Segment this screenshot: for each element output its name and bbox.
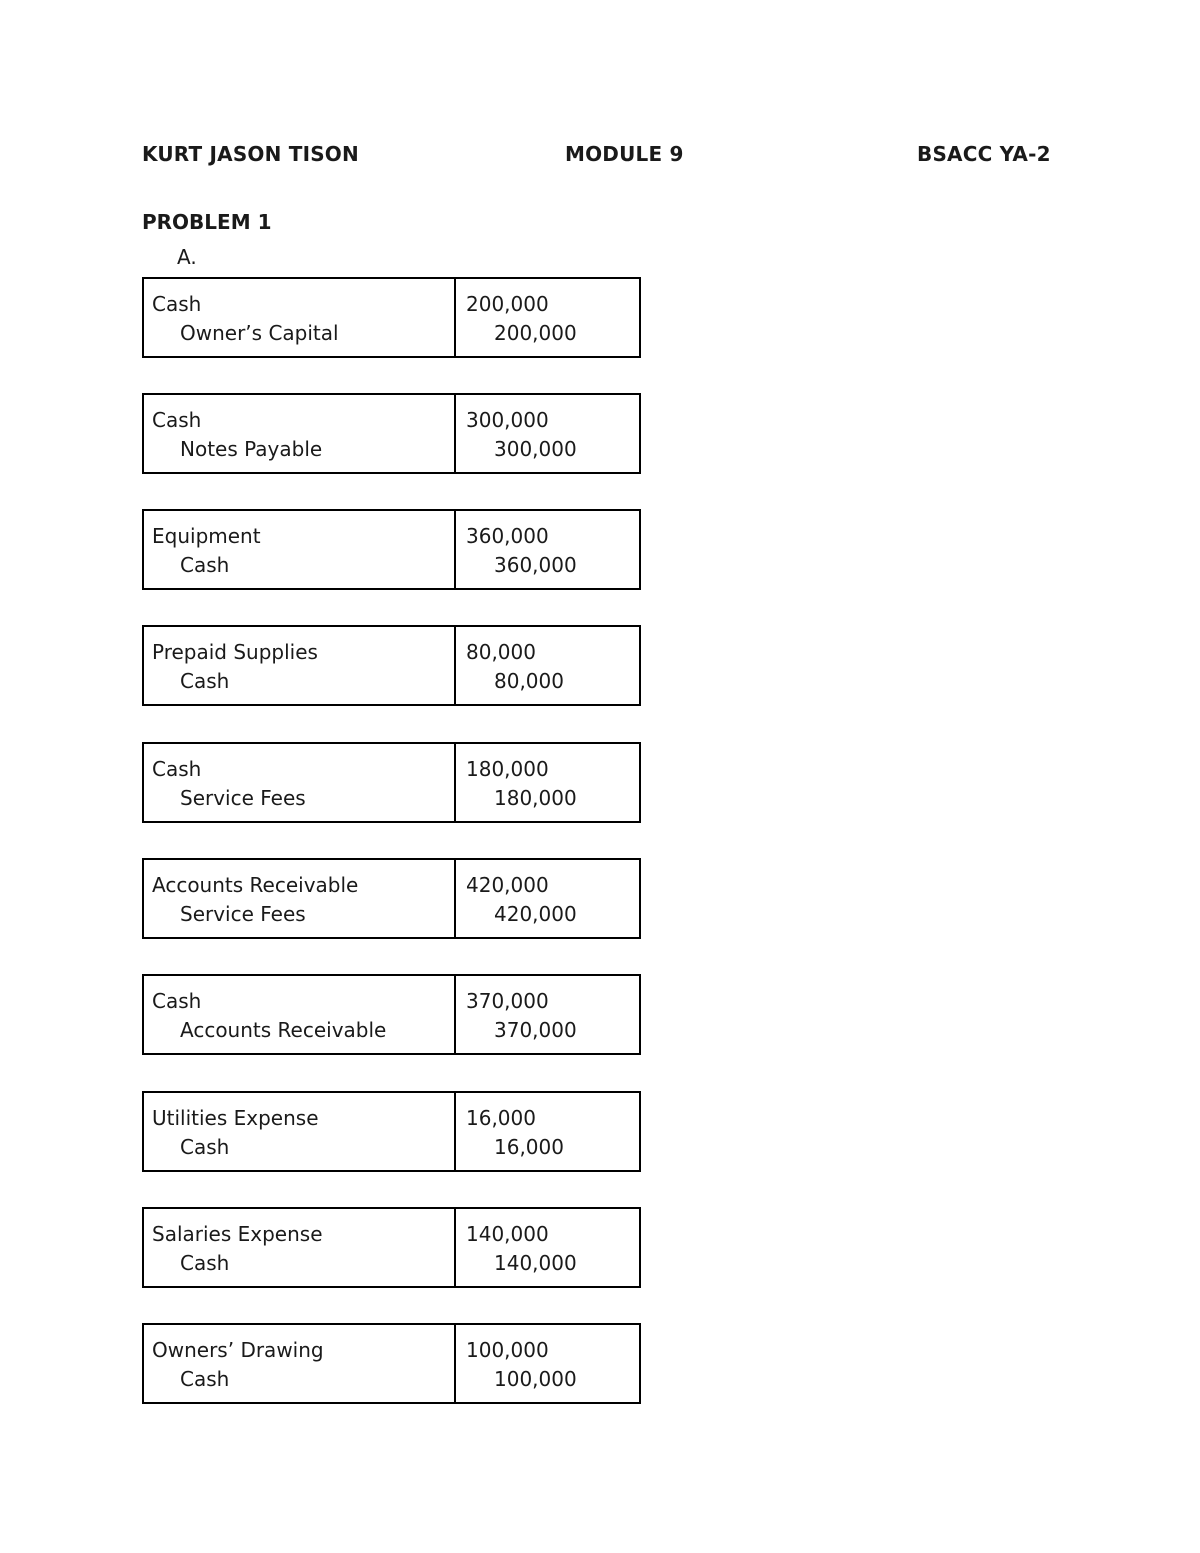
amount-column	[456, 627, 639, 704]
debit-account: Accounts Receivable	[152, 873, 359, 897]
credit-account: Owner’s Capital	[180, 321, 339, 345]
credit-amount: 200,000	[494, 321, 577, 345]
journal-entry	[142, 974, 641, 1055]
debit-amount: 200,000	[466, 292, 549, 316]
amount-column	[456, 511, 639, 588]
journal-entry	[142, 625, 641, 706]
journal-entry	[142, 393, 641, 474]
debit-amount: 300,000	[466, 408, 549, 432]
debit-account: Cash	[152, 408, 202, 432]
debit-amount: 16,000	[466, 1106, 536, 1130]
amount-column	[456, 1093, 639, 1170]
debit-amount: 180,000	[466, 757, 549, 781]
journal-entry	[142, 1323, 641, 1404]
journal-entry	[142, 858, 641, 939]
debit-account: Prepaid Supplies	[152, 640, 318, 664]
credit-account: Accounts Receivable	[180, 1018, 387, 1042]
debit-amount: 420,000	[466, 873, 549, 897]
debit-account: Salaries Expense	[152, 1222, 323, 1246]
section-code: BSACC YA-2	[917, 142, 1051, 166]
account-column	[144, 395, 456, 472]
debit-account: Owners’ Drawing	[152, 1338, 324, 1362]
problem-title: PROBLEM 1	[142, 210, 272, 234]
debit-account: Equipment	[152, 524, 261, 548]
credit-amount: 300,000	[494, 437, 577, 461]
credit-amount: 16,000	[494, 1135, 564, 1159]
credit-account: Notes Payable	[180, 437, 323, 461]
credit-amount: 370,000	[494, 1018, 577, 1042]
credit-account: Cash	[180, 553, 230, 577]
student-name: KURT JASON TISON	[142, 142, 359, 166]
debit-account: Utilities Expense	[152, 1106, 319, 1130]
debit-amount: 140,000	[466, 1222, 549, 1246]
account-column	[144, 627, 456, 704]
amount-column	[456, 279, 639, 356]
debit-account: Cash	[152, 757, 202, 781]
credit-amount: 420,000	[494, 902, 577, 926]
journal-entry	[142, 1091, 641, 1172]
debit-amount: 370,000	[466, 989, 549, 1013]
credit-account: Cash	[180, 1367, 230, 1391]
amount-column	[456, 860, 639, 937]
credit-amount: 80,000	[494, 669, 564, 693]
journal-entry	[142, 509, 641, 590]
debit-account: Cash	[152, 292, 202, 316]
debit-amount: 100,000	[466, 1338, 549, 1362]
journal-entry	[142, 742, 641, 823]
account-column	[144, 511, 456, 588]
credit-account: Service Fees	[180, 786, 306, 810]
credit-account: Service Fees	[180, 902, 306, 926]
amount-column	[456, 1325, 639, 1402]
account-column	[144, 279, 456, 356]
module-title: MODULE 9	[565, 142, 684, 166]
journal-entry	[142, 1207, 641, 1288]
credit-account: Cash	[180, 1135, 230, 1159]
amount-column	[456, 976, 639, 1053]
account-column	[144, 1209, 456, 1286]
credit-amount: 100,000	[494, 1367, 577, 1391]
credit-amount: 180,000	[494, 786, 577, 810]
account-column	[144, 744, 456, 821]
debit-account: Cash	[152, 989, 202, 1013]
credit-account: Cash	[180, 669, 230, 693]
account-column	[144, 1093, 456, 1170]
account-column	[144, 976, 456, 1053]
amount-column	[456, 1209, 639, 1286]
credit-amount: 360,000	[494, 553, 577, 577]
credit-account: Cash	[180, 1251, 230, 1275]
account-column	[144, 860, 456, 937]
amount-column	[456, 395, 639, 472]
debit-amount: 80,000	[466, 640, 536, 664]
debit-amount: 360,000	[466, 524, 549, 548]
problem-part-label: A.	[177, 245, 197, 269]
amount-column	[456, 744, 639, 821]
account-column	[144, 1325, 456, 1402]
credit-amount: 140,000	[494, 1251, 577, 1275]
journal-entry	[142, 277, 641, 358]
